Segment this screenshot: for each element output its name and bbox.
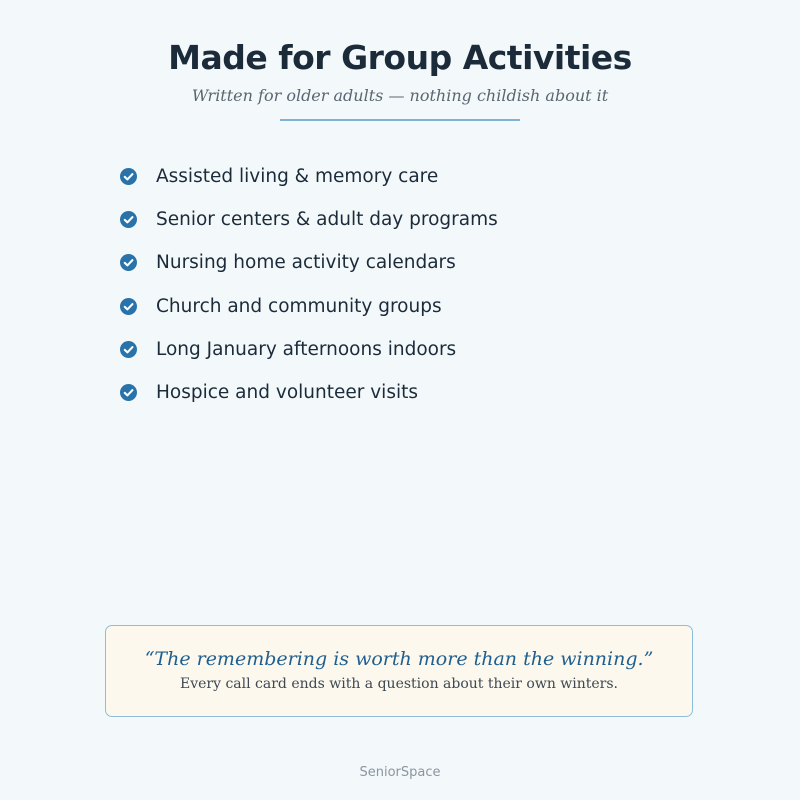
list-item-label: Church and community groups (156, 295, 442, 317)
list-item (120, 198, 498, 241)
quote-text: “The remembering is worth more than the winning.” (144, 648, 654, 670)
list-item-label: Long January afternoons indoors (156, 338, 457, 360)
check-circle-icon (120, 384, 137, 401)
check-circle-icon (120, 254, 137, 271)
list-item-label: Nursing home activity calendars (156, 252, 456, 274)
title-divider (280, 119, 520, 121)
check-circle-icon (120, 341, 137, 358)
brand-footer: SeniorSpace (359, 765, 441, 780)
list-item (120, 155, 498, 198)
quote-caption: Every call card ends with a question about their own winters. (179, 676, 619, 692)
list-item-label: Assisted living & memory care (156, 166, 439, 188)
quote-box (105, 625, 693, 717)
check-circle-icon (120, 168, 137, 185)
feature-list (120, 155, 498, 414)
list-item-label: Senior centers & adult day programs (156, 209, 498, 231)
list-item (120, 328, 498, 371)
list-item-label: Hospice and volunteer visits (156, 382, 418, 404)
list-item (120, 371, 498, 414)
check-circle-icon (120, 298, 137, 315)
check-circle-icon (120, 211, 137, 228)
list-item (120, 241, 498, 284)
page-title: Made for Group Activities (168, 38, 632, 77)
page-subtitle: Written for older adults — nothing childish about it (191, 86, 609, 105)
list-item (120, 285, 498, 328)
